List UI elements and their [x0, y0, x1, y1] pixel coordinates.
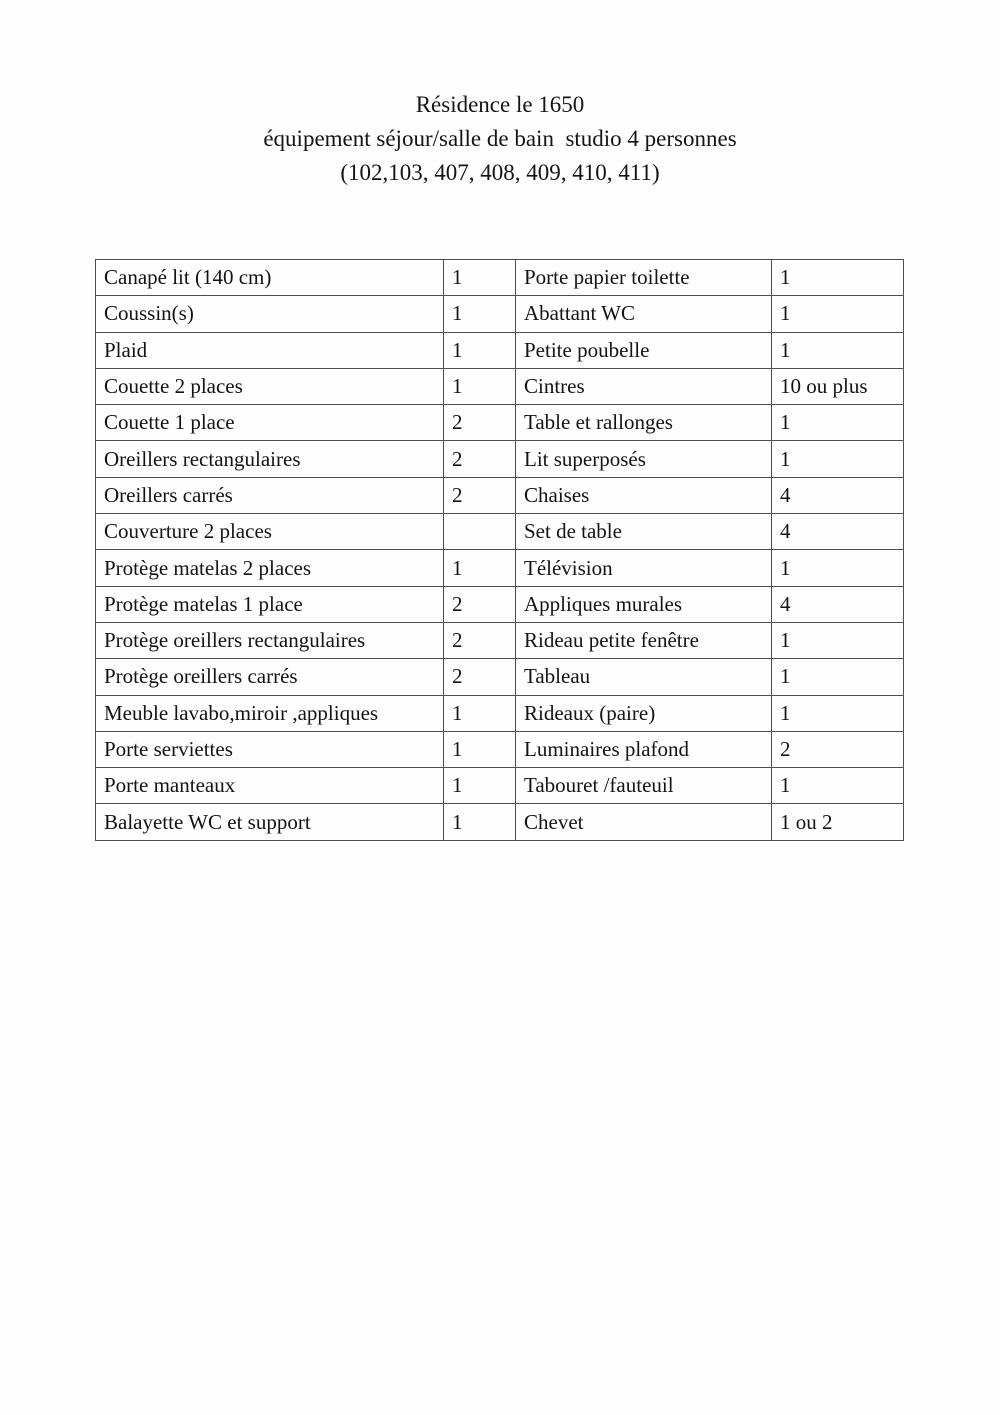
item-qty-right: 10 ou plus	[772, 368, 904, 404]
table-row	[96, 731, 904, 767]
table-row	[96, 296, 904, 332]
item-name-left: Couverture 2 places	[96, 514, 444, 550]
room-numbers: (102,103, 407, 408, 409, 410, 411)	[340, 160, 660, 185]
table-row	[96, 622, 904, 658]
item-qty-right: 2	[772, 731, 904, 767]
item-name-right: Chaises	[516, 477, 772, 513]
item-name-left: Coussin(s)	[96, 296, 444, 332]
item-qty-left: 2	[444, 441, 516, 477]
item-qty-right: 1	[772, 441, 904, 477]
item-qty-left: 2	[444, 477, 516, 513]
item-qty-right: 4	[772, 514, 904, 550]
item-name-left: Canapé lit (140 cm)	[96, 260, 444, 296]
item-qty-right: 1	[772, 550, 904, 586]
item-qty-left: 1	[444, 332, 516, 368]
document-title-block	[0, 0, 1000, 190]
inventory-table-body	[96, 260, 904, 841]
item-qty-right: 4	[772, 586, 904, 622]
item-name-right: Set de table	[516, 514, 772, 550]
table-row	[96, 477, 904, 513]
item-name-right: Petite poubelle	[516, 332, 772, 368]
item-name-left: Couette 2 places	[96, 368, 444, 404]
item-qty-right: 1	[772, 405, 904, 441]
item-name-left: Oreillers carrés	[96, 477, 444, 513]
item-name-left: Plaid	[96, 332, 444, 368]
table-row	[96, 768, 904, 804]
item-name-left: Protège oreillers rectangulaires	[96, 622, 444, 658]
item-qty-right: 4	[772, 477, 904, 513]
item-name-right: Rideaux (paire)	[516, 695, 772, 731]
item-qty-left: 1	[444, 260, 516, 296]
item-qty-left: 1	[444, 695, 516, 731]
table-row	[96, 260, 904, 296]
table-row	[96, 586, 904, 622]
table-row	[96, 332, 904, 368]
inventory-table	[95, 259, 904, 841]
item-qty-left: 1	[444, 368, 516, 404]
item-qty-right: 1	[772, 332, 904, 368]
item-qty-right: 1	[772, 695, 904, 731]
item-name-right: Luminaires plafond	[516, 731, 772, 767]
item-qty-right: 1 ou 2	[772, 804, 904, 840]
item-name-right: Télévision	[516, 550, 772, 586]
table-row	[96, 514, 904, 550]
item-qty-left: 1	[444, 804, 516, 840]
item-qty-right: 1	[772, 296, 904, 332]
page-title: Résidence le 1650	[415, 92, 585, 117]
item-name-left: Oreillers rectangulaires	[96, 441, 444, 477]
table-row	[96, 804, 904, 840]
table-row	[96, 695, 904, 731]
item-name-left: Couette 1 place	[96, 405, 444, 441]
item-qty-right: 1	[772, 622, 904, 658]
item-qty-right: 1	[772, 768, 904, 804]
item-name-right: Rideau petite fenêtre	[516, 622, 772, 658]
item-name-right: Chevet	[516, 804, 772, 840]
item-qty-left: 2	[444, 622, 516, 658]
item-name-right: Tabouret /fauteuil	[516, 768, 772, 804]
item-name-left: Balayette WC et support	[96, 804, 444, 840]
item-name-right: Abattant WC	[516, 296, 772, 332]
table-row	[96, 550, 904, 586]
item-qty-left: 1	[444, 768, 516, 804]
table-row	[96, 368, 904, 404]
item-qty-left: 2	[444, 586, 516, 622]
item-name-right: Appliques murales	[516, 586, 772, 622]
page-subtitle: équipement séjour/salle de bain studio 4 personnes	[263, 126, 737, 151]
item-name-right: Porte papier toilette	[516, 260, 772, 296]
item-name-right: Cintres	[516, 368, 772, 404]
item-name-right: Tableau	[516, 659, 772, 695]
item-qty-left: 1	[444, 731, 516, 767]
item-name-left: Protège matelas 1 place	[96, 586, 444, 622]
item-qty-left: 2	[444, 405, 516, 441]
item-name-right: Lit superposés	[516, 441, 772, 477]
item-qty-right: 1	[772, 260, 904, 296]
table-row	[96, 441, 904, 477]
table-row	[96, 659, 904, 695]
item-name-left: Meuble lavabo,miroir ,appliques	[96, 695, 444, 731]
item-qty-right: 1	[772, 659, 904, 695]
item-qty-left	[444, 514, 516, 550]
item-name-left: Protège matelas 2 places	[96, 550, 444, 586]
item-name-left: Porte serviettes	[96, 731, 444, 767]
table-row	[96, 405, 904, 441]
item-name-right: Table et rallonges	[516, 405, 772, 441]
item-qty-left: 1	[444, 296, 516, 332]
item-name-left: Protège oreillers carrés	[96, 659, 444, 695]
item-qty-left: 1	[444, 550, 516, 586]
item-qty-left: 2	[444, 659, 516, 695]
item-name-left: Porte manteaux	[96, 768, 444, 804]
